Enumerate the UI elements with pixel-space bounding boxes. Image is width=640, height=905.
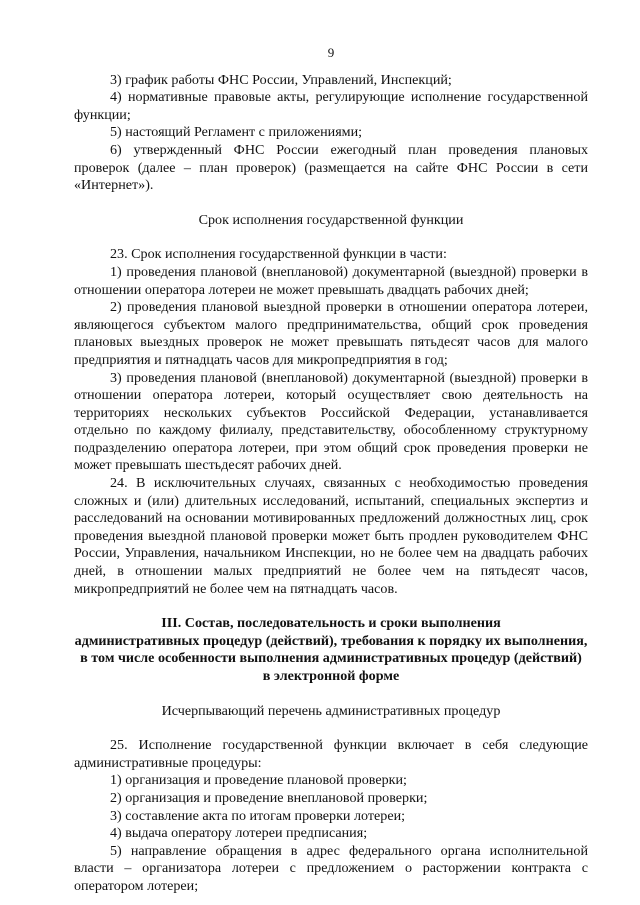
list-item-inspection-plan: 6) утвержденный ФНС России ежегодный план проведения плановых проверок (далее – план проверок) (размещается на сайте ФНС России в сети «Интернет»). bbox=[74, 141, 588, 194]
list-item-regulation: 5) настоящий Регламент с приложениями; bbox=[110, 124, 363, 141]
paragraph-25-item-2: 2) организация и проведение внеплановой проверки; bbox=[110, 789, 428, 806]
paragraph-23-intro: 23. Срок исполнения государственной функции в части: bbox=[110, 246, 447, 263]
list-item-schedule: 3) график работы ФНС России, Управлений, Инспекций; bbox=[110, 71, 452, 88]
section-heading-line: в том числе особенности выполнения административных процедур (действий) bbox=[80, 650, 582, 667]
paragraph-24: 24. В исключительных случаях, связанных с необходимостью проведения сложных и (или) длительных исследований, испытаний, специальных экспертиз и расследований на основании мотивированных предложений должностных лиц, срок проведения выездной плановой проверки может быть продлен руководителем ФНС России, Управления, начальником Инспекции, но не более чем на двадцать рабочих дней, в отношении малых предприятий не более чем на пятьдесят часов, микропредприятий не более чем на пятнадцать часов. bbox=[74, 475, 588, 597]
document-page bbox=[74, 44, 588, 896]
paragraph-23-item-3: 3) проведения плановой (внеплановой) документарной (выездной) проверки в отношении оператора лотереи, который осуществляет свою деятельность на территориях нескольких субъектов Российской Федерации, устанавливается отдельно по каждому филиалу, представительству, обособленному структурному подразделению оператора лотереи, при этом общий срок проведения проверки не может превышать шестьдесят рабочих дней. bbox=[74, 369, 588, 474]
subheading-procedures-list: Исчерпывающий перечень административных процедур bbox=[161, 702, 501, 719]
paragraph-25-item-4: 4) выдача оператору лотереи предписания; bbox=[110, 825, 368, 842]
section-heading-line: в электронной форме bbox=[262, 668, 400, 684]
paragraph-25-intro: 25. Исполнение государственной функции включает в себя следующие административные процедуры: bbox=[74, 737, 588, 771]
section-heading-line: III. Состав, последовательность и сроки выполнения bbox=[161, 615, 501, 632]
paragraph-23-item-2: 2) проведения плановой выездной проверки в отношении оператора лотереи, являющегося субъектом малого предпринимательства, общий срок проведения плановых выездных проверок не может превышать пятьдесят часов для малого предприятия и пятнадцать часов для микропредприятия в год; bbox=[74, 299, 588, 368]
paragraph-25-item-3: 3) составление акта по итогам проверки лотереи; bbox=[110, 807, 406, 824]
paragraph-25-item-5: 5) направление обращения в адрес федерального органа исполнительной власти – организатора лотереи с предложением о расторжении контракта с оператором лотереи; bbox=[74, 842, 588, 894]
section-heading-iii bbox=[74, 615, 588, 685]
paragraph-25-item-1: 1) организация и проведение плановой проверки; bbox=[110, 772, 407, 789]
list-item-normative-acts: 4) нормативные правовые акты, регулирующие исполнение государственной функции; bbox=[74, 89, 588, 123]
paragraph-23-item-1: 1) проведения плановой (внеплановой) документарной (выездной) проверки в отношении оператора лотереи не может превышать двадцать рабочих дней; bbox=[74, 263, 588, 298]
heading-execution-term: Срок исполнения государственной функции bbox=[198, 211, 464, 228]
section-heading-line: административных процедур (действий), требования к порядку их выполнения, bbox=[74, 632, 588, 649]
page-number: 9 bbox=[327, 45, 335, 60]
